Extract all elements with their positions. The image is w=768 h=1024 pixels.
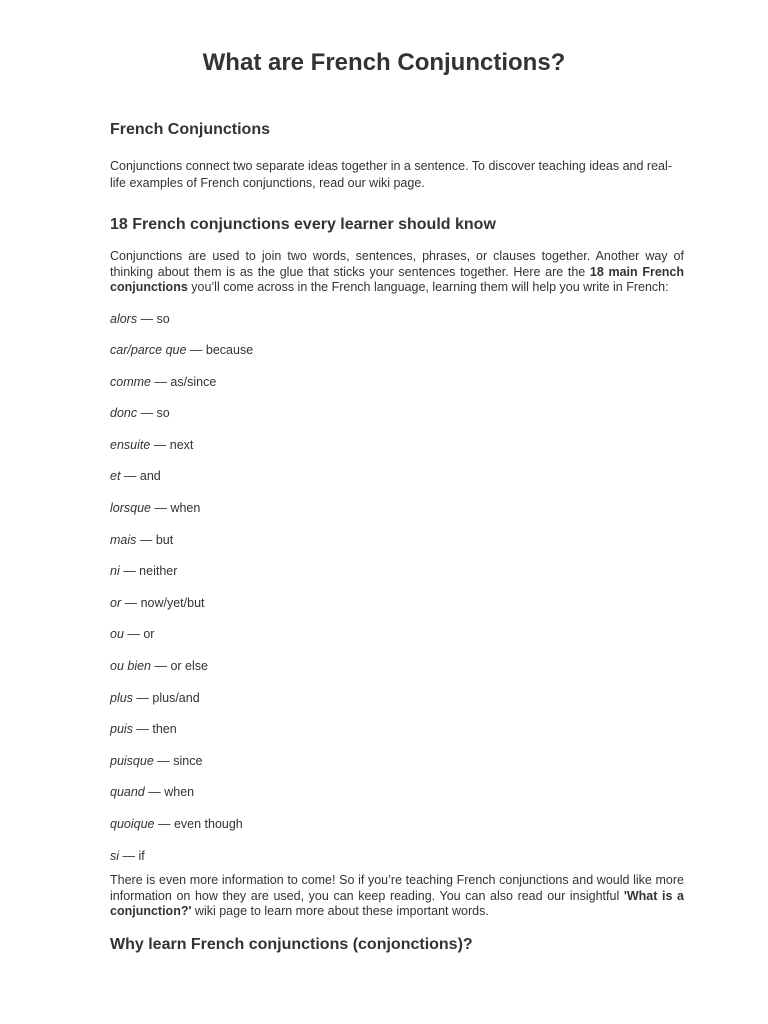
more-info-text-end: wiki page to learn more about these important words. (191, 904, 489, 919)
list-item (110, 406, 684, 421)
conjunction-meaning: — or else (151, 659, 208, 674)
conjunction-term: car/parce que (110, 343, 187, 358)
conjunction-meaning: — and (120, 469, 161, 484)
conjunction-meaning: — now/yet/but (121, 595, 205, 610)
conjunctions-intro-text: Conjunctions are used to join two words, sentences, phrases, or clauses together. Another way of thinking about them is as the glue that sticks your sentences together. Here are the (110, 249, 684, 279)
conjunction-term: comme (110, 374, 151, 389)
conjunction-term: et (110, 469, 121, 484)
list-item (110, 312, 684, 327)
section-heading-why-learn: Why learn French conjunctions (conjonctions)? (110, 935, 473, 953)
list-item (110, 375, 684, 390)
conjunction-meaning: — then (132, 722, 177, 737)
conjunction-meaning: — neither (119, 564, 178, 579)
conjunction-meaning: — next (150, 437, 194, 452)
section-heading-18-conjunctions: 18 French conjunctions every learner should know (110, 216, 496, 233)
conjunctions-intro-text-end: you’ll come across in the French language, learning them will help you write in French: (187, 280, 669, 294)
conjunction-term: ou bien (110, 659, 152, 674)
list-item (110, 343, 684, 358)
conjunction-meaning: — plus/and (132, 690, 200, 705)
list-item (110, 722, 684, 737)
section-heading-french-conjunctions: French Conjunctions (110, 121, 270, 138)
more-info-paragraph (110, 873, 684, 920)
conjunction-term: mais (110, 532, 137, 547)
conjunction-term: plus (110, 690, 133, 705)
conjunction-list (110, 312, 684, 864)
conjunction-term: ou (110, 627, 124, 642)
conjunction-term: lorsque (110, 501, 151, 516)
conjunction-term: quoique (110, 817, 155, 831)
conjunction-meaning: — if (119, 848, 145, 863)
conjunction-term: alors (110, 311, 138, 326)
conjunction-meaning: — when (151, 501, 201, 516)
list-item (110, 817, 684, 832)
list-item (110, 691, 684, 706)
conjunction-meaning: — or (123, 627, 155, 642)
conjunction-term: quand (110, 785, 145, 800)
list-item (110, 596, 684, 611)
conjunction-term: puis (110, 722, 133, 737)
intro-paragraph: Conjunctions connect two separate ideas together in a sentence. To discover teaching ideas and real-life examples of French conjunctions, read our wiki page. (110, 159, 672, 190)
conjunction-term: donc (110, 406, 138, 421)
list-item (110, 501, 684, 516)
conjunction-meaning: — so (137, 311, 170, 326)
conjunction-meaning: — because (186, 343, 254, 358)
list-item (110, 533, 684, 548)
conjunction-term: si (110, 848, 120, 863)
conjunctions-intro-paragraph (110, 249, 684, 296)
conjunction-meaning: — since (153, 753, 203, 768)
conjunction-meaning: — even though (154, 817, 243, 831)
list-item (110, 659, 684, 674)
list-item (110, 564, 684, 579)
page-title: What are French Conjunctions? (202, 49, 566, 76)
conjunction-meaning: — when (144, 785, 195, 800)
conjunction-meaning: — but (136, 532, 174, 547)
conjunction-term: or (110, 595, 122, 610)
list-item (110, 438, 684, 453)
list-item (110, 754, 684, 769)
conjunction-term: ni (110, 564, 120, 579)
conjunction-term: ensuite (110, 437, 151, 452)
list-item (110, 627, 684, 642)
conjunction-meaning: — as/since (150, 374, 217, 389)
list-item (110, 469, 684, 484)
conjunction-meaning: — so (137, 406, 170, 421)
list-item (110, 785, 684, 800)
more-info-bold-link-text: 'What is a conjunction?' (110, 888, 685, 919)
conjunction-term: puisque (110, 753, 154, 768)
more-info-text: There is even more information to come! So if you’re teaching French conjunctions and would like more information on how they are used, you can keep reading. You can also read our insightful (110, 873, 684, 903)
conjunctions-intro-bold: 18 main French conjunctions (110, 264, 684, 294)
list-item (110, 849, 684, 864)
